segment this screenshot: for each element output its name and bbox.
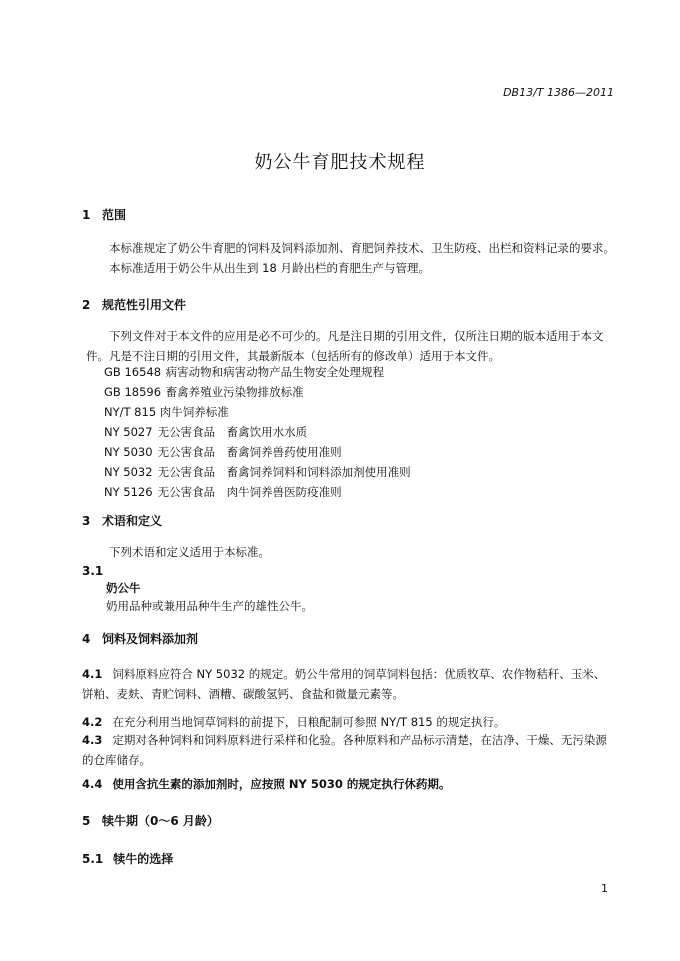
- subsection-title: 犊牛的选择: [113, 852, 174, 866]
- reference-item: [104, 464, 411, 480]
- clause-text: 使用含抗生素的添加剂时，应按照 NY 5030 的规定执行休药期。: [112, 777, 451, 791]
- reference-title: 畜禽养殖业污染物排放标准: [165, 385, 304, 399]
- clause-text: 饲料原料应符合 NY 5032 的规定。奶公牛常用的饲草饲料包括：优质牧草、农作物秸秆、玉米、饼粕、麦麸、青贮饲料、酒糟、碳酸氢钙、食盐和微量元素等。: [82, 667, 606, 701]
- reference-code: NY 5126: [104, 485, 153, 499]
- section-number: 2: [82, 298, 91, 312]
- section-4-heading: [82, 630, 198, 647]
- section-1-paragraph-2: 本标准适用于奶公牛从出生到 18 月龄出栏的育肥生产与管理。: [109, 261, 430, 275]
- section-3-paragraph-1: 下列术语和定义适用于本标准。: [109, 545, 270, 559]
- reference-title: 无公害食品 畜禽饮用水水质: [157, 425, 308, 439]
- reference-code: NY/T 815: [104, 405, 157, 419]
- document-number: DB13/T 1386—2011: [503, 86, 614, 99]
- section-2-paragraph-1: 下列文件对于本文件的应用是必不可少的。凡是注日期的引用文件，仅所注日期的版本适用于本文件。凡是不注日期的引用文件，其最新版本（包括所有的修改单）适用于本文件。: [86, 329, 604, 363]
- clause-number: 4.4: [82, 777, 103, 791]
- reference-item: [104, 384, 304, 400]
- section-1-heading: [82, 206, 126, 223]
- clause-text: 在充分利用当地饲草饲料的前提下，日粮配制可参照 NY/T 815 的规定执行。: [112, 715, 506, 729]
- term-definition: 奶用品种或兼用品种牛生产的雄性公牛。: [106, 599, 313, 613]
- reference-title: 无公害食品 畜禽饲养兽药使用准则: [157, 445, 342, 459]
- reference-item: [104, 364, 384, 380]
- reference-code: NY 5027: [104, 425, 153, 439]
- section-title: 饲料及饲料添加剂: [102, 632, 199, 646]
- section-title: 范围: [102, 208, 127, 222]
- subsection-number: 3.1: [82, 564, 104, 578]
- section-3-heading: [82, 512, 162, 529]
- section-number: 3: [82, 514, 91, 528]
- reference-code: NY 5030: [104, 445, 153, 459]
- page-number: 1: [601, 882, 608, 895]
- clause-4-1: [82, 664, 612, 704]
- section-number: 1: [82, 208, 91, 222]
- section-title: 规范性引用文件: [102, 298, 187, 312]
- term-name: 奶公牛: [106, 581, 141, 595]
- reference-item: [104, 444, 342, 460]
- reference-code: GB 16548: [104, 365, 162, 379]
- reference-title: 病害动物和病害动物产品生物安全处理规程: [165, 365, 385, 379]
- subsection-5-1-heading: [82, 850, 173, 867]
- reference-item: [104, 484, 342, 500]
- clause-4-4: [82, 774, 612, 794]
- reference-code: NY 5032: [104, 465, 153, 479]
- section-title: 犊牛期（0～6 月龄）: [102, 814, 219, 828]
- clause-number: 4.2: [82, 715, 103, 729]
- reference-title: 肉牛饲养标准: [159, 405, 229, 419]
- subsection-number: 5.1: [82, 852, 104, 866]
- clause-number: 4.3: [82, 733, 103, 747]
- section-2-heading: [82, 296, 186, 313]
- clause-4-3: [82, 730, 612, 770]
- section-5-heading: [82, 812, 219, 829]
- document-title: 奶公牛育肥技术规程: [254, 152, 426, 173]
- reference-item: [104, 424, 307, 440]
- reference-code: GB 18596: [104, 385, 162, 399]
- clause-4-2: [82, 712, 612, 732]
- section-1-paragraph-1: 本标准规定了奶公牛育肥的饲料及饲料添加剂、育肥饲养技术、卫生防疫、出栏和资料记录的要求。: [109, 241, 615, 255]
- reference-title: 无公害食品 肉牛饲养兽医防疫准则: [157, 485, 342, 499]
- section-number: 5: [82, 814, 91, 828]
- clause-number: 4.1: [82, 667, 103, 681]
- clause-text: 定期对各种饲料和饲料原料进行采样和化验。各种原料和产品标示清楚，在洁净、干燥、无污染源的仓库储存。: [82, 733, 607, 767]
- section-title: 术语和定义: [102, 514, 163, 528]
- reference-title: 无公害食品 畜禽饲养饲料和饲料添加剂使用准则: [157, 465, 411, 479]
- section-number: 4: [82, 632, 91, 646]
- reference-item: [104, 404, 229, 420]
